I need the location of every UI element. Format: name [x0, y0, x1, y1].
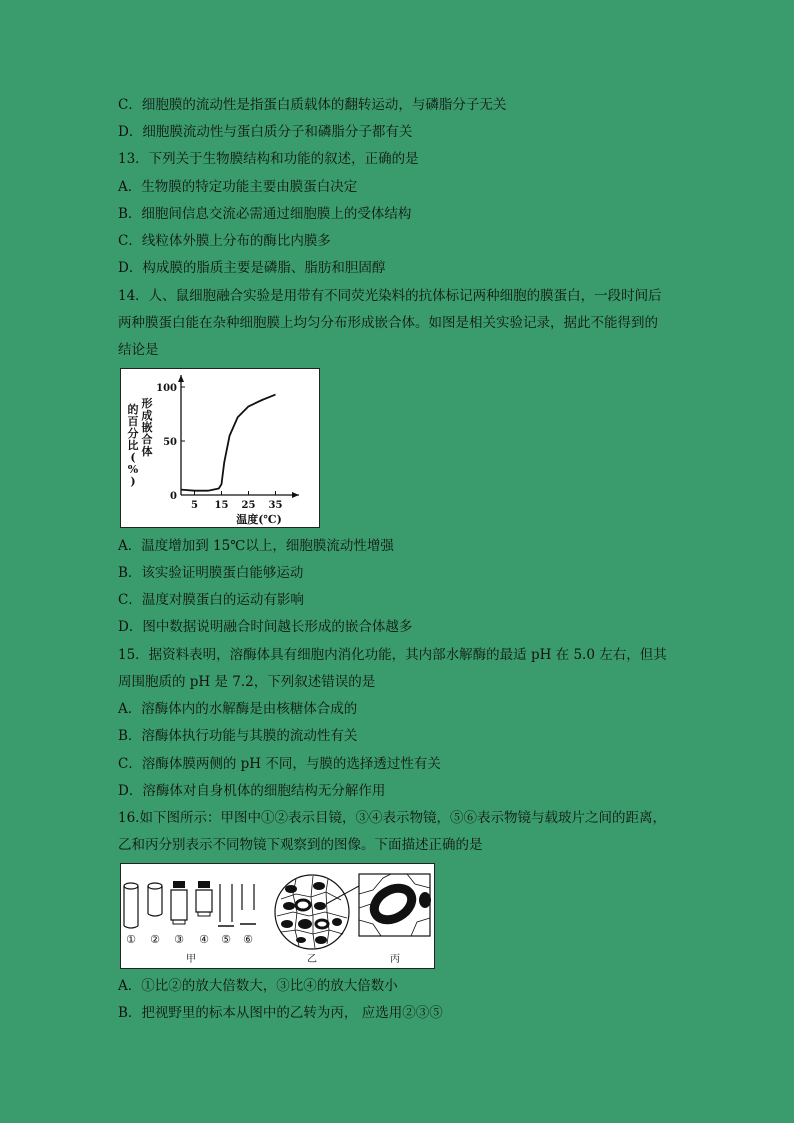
text-line: 乙和丙分别表示不同物镜下观察到的图像。下面描述正确的是: [118, 837, 483, 853]
y-tick-label: 50: [163, 437, 177, 448]
label-bing: 丙: [390, 954, 400, 965]
text-line: C．细胞膜的流动性是指蛋白质载体的翻转运动，与磷脂分子无关: [118, 97, 507, 113]
text-line: 结论是: [118, 342, 159, 358]
label-3: ③: [174, 933, 184, 946]
text-line: 周围胞质的 pH 是 7.2，下列叙述错误的是: [118, 674, 376, 690]
objective-3-icon: [171, 881, 187, 924]
option-b: B．该实验证明膜蛋白能够运动: [118, 565, 304, 581]
x-tick-label: 5: [191, 500, 198, 511]
label-6: ⑥: [243, 933, 253, 946]
y-axis-label-char: 体: [141, 445, 153, 458]
low-magnification-field-icon: [275, 875, 359, 949]
option-d: D．构成膜的脂质主要是磷脂、脂肪和胆固醇: [118, 260, 386, 276]
microscope-figure: [120, 863, 435, 969]
distance-5-icon: [218, 884, 234, 926]
microscope-diagram: [121, 864, 434, 968]
label-4: ④: [199, 933, 209, 946]
y-tick-label: 100: [156, 383, 177, 394]
y-axis-label-char: 成: [141, 409, 153, 422]
y-axis-label-char: 分: [127, 427, 139, 440]
eyepiece-2-icon: [148, 883, 162, 916]
y-axis-label-char: 的: [127, 403, 139, 416]
chart-figure: [120, 368, 320, 528]
high-magnification-field-icon: [359, 874, 431, 936]
label-1: ①: [126, 933, 136, 946]
option-b: B．细胞间信息交流必需通过细胞膜上的受体结构: [118, 206, 412, 222]
option-a: A．①比②的放大倍数大，③比④的放大倍数小: [118, 978, 398, 994]
y-tick-label: 0: [170, 491, 177, 502]
label-yi: 乙: [307, 954, 317, 965]
label-5: ⑤: [221, 933, 231, 946]
option-b: B．把视野里的标本从图中的乙转为丙， 应选用②③⑤: [118, 1005, 443, 1021]
option-d: D．溶酶体对自身机体的细胞结构无分解作用: [118, 783, 386, 799]
y-axis-label-char: 百: [127, 415, 139, 428]
y-axis-label-char: 合: [141, 433, 153, 446]
x-axis-arrow: [292, 492, 299, 498]
question-14: 14．人、鼠细胞融合实验是用带有不同荧光染料的抗体标记两种细胞的膜蛋白，一段时间后: [118, 288, 662, 304]
option-c: C．线粒体外膜上分布的酶比内膜多: [118, 233, 331, 249]
option-d: D．图中数据说明融合时间越长形成的嵌合体越多: [118, 619, 413, 635]
x-tick-label: 25: [241, 500, 256, 511]
option-c: C．温度对膜蛋白的运动有影响: [118, 592, 304, 608]
distance-6-icon: [240, 884, 256, 924]
y-axis-label-char: 比: [127, 439, 139, 452]
label-2: ②: [150, 933, 160, 946]
y-axis-label-char: 形: [141, 397, 153, 410]
y-axis-arrow: [178, 375, 184, 382]
y-axis-label-char: ): [130, 475, 136, 488]
line-chart: [121, 369, 319, 527]
option-a: A．生物膜的特定功能主要由膜蛋白决定: [118, 179, 358, 195]
option-a: A．温度增加到 15℃以上，细胞膜流动性增强: [118, 538, 394, 554]
question-16: 16.如下图所示：甲图中①②表示目镜，③④表示物镜，⑤⑥表示物镜与载玻片之间的距离，: [118, 810, 666, 826]
y-axis-label-char: (: [130, 451, 136, 464]
option-c: C．溶酶体膜两侧的 pH 不同，与膜的选择透过性有关: [118, 756, 441, 772]
objective-4-icon: [196, 881, 212, 916]
option-a: A．溶酶体内的水解酶是由核糖体合成的: [118, 701, 358, 717]
question-15: 15．据资料表明，溶酶体具有细胞内消化功能，其内部水解酶的最适 pH 在 5.0 左右，但其: [118, 647, 667, 663]
text-line: 两种膜蛋白能在杂种细胞膜上均匀分布形成嵌合体。如图是相关实验记录，据此不能得到的: [118, 315, 658, 331]
y-axis-label-char: %: [127, 463, 139, 476]
text-line: D．细胞膜流动性与蛋白质分子和磷脂分子都有关: [118, 124, 413, 140]
x-tick-label: 15: [214, 500, 229, 511]
option-b: B．溶酶体执行功能与其膜的流动性有关: [118, 728, 358, 744]
data-line: [181, 395, 276, 491]
eyepiece-1-icon: [124, 883, 138, 928]
question-13: 13．下列关于生物膜结构和功能的叙述，正确的是: [118, 151, 419, 167]
y-axis-label-char: 嵌: [141, 421, 153, 434]
x-axis-label: 温度(℃): [236, 513, 282, 526]
label-jia: 甲: [186, 954, 196, 965]
x-tick-label: 35: [268, 500, 283, 511]
